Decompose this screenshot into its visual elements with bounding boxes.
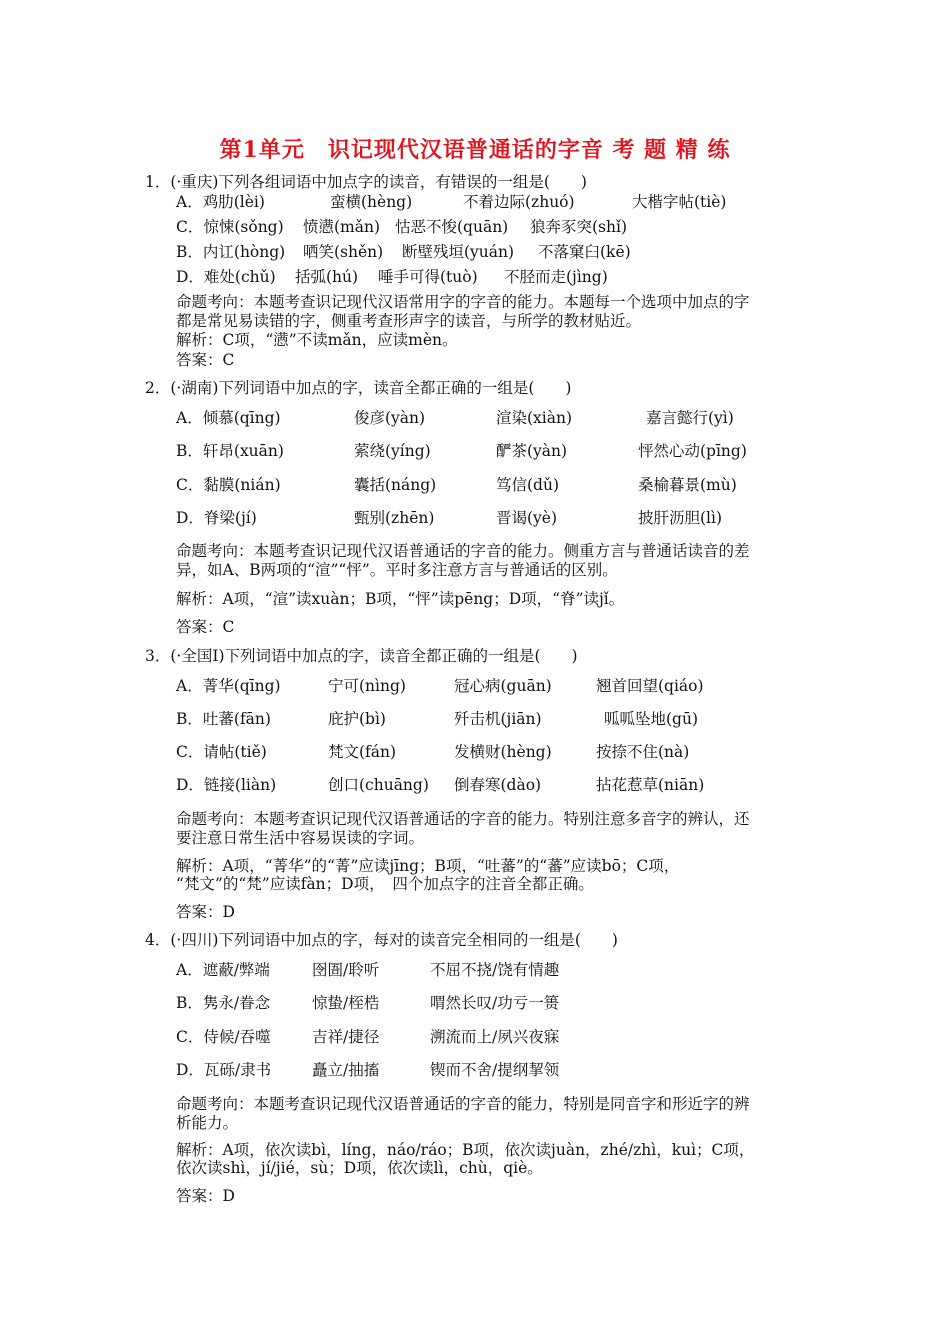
- q4-option-c-1: C．侍候/吞噬: [176, 1028, 271, 1046]
- q1-option-a-1: A．鸡肋(lèi): [176, 193, 265, 211]
- q4-option-b-3: 喟然长叹/功亏一篑: [430, 994, 560, 1012]
- q2-option-b-3: 酽茶(yàn): [496, 442, 568, 460]
- q1-option-c-2: 愤懑(mǎn): [303, 218, 381, 236]
- q1-analysis-line-2: 都是常见易读错的字，侧重考查形声字的读音，与所学的教材贴近。: [176, 312, 642, 330]
- q2-option-a-4: 嘉言懿行(yì): [646, 409, 734, 427]
- q3-option-a-3: 冠心病(guān): [454, 677, 552, 695]
- q3-option-b-4: 呱呱坠地(gū): [604, 710, 698, 728]
- q2-option-a-2: 俊彦(yàn): [354, 409, 426, 427]
- q1-option-d-2: 括弧(hú): [295, 268, 359, 286]
- q4-option-a-2: 囹圄/聆听: [312, 961, 380, 979]
- q1-option-d-1: D．难处(chǔ): [176, 268, 276, 286]
- q2-option-b-1: B．轩昂(xuān): [176, 442, 284, 460]
- q1-analysis-line-1: 命题考向：本题考查识记现代汉语常用字的字音的能力。本题每一个选项中加点的字: [176, 293, 750, 311]
- q2-analysis-line-2: 异，如A、B两项的“渲”“怦”。平时多注意方言与普通话的区别。: [176, 561, 618, 579]
- q4-option-d-1: D．瓦砾/隶书: [176, 1061, 272, 1079]
- q3-option-d-2: 创口(chuāng): [328, 776, 429, 794]
- q4-option-a-3: 不屈不挠/饶有情趣: [430, 961, 560, 979]
- question-1-stem: 1．(·重庆)下列各组词语中加点字的读音，有错误的一组是( ): [145, 173, 587, 191]
- q1-option-a-3: 不着边际(zhuó): [463, 193, 575, 211]
- q2-option-a-3: 渲染(xiàn): [496, 409, 573, 427]
- q1-option-b-4: 不落窠臼(kē): [538, 243, 631, 261]
- question-3-stem: 3．(·全国Ⅰ)下列词语中加点的字，读音全都正确的一组是( ): [145, 647, 578, 665]
- q3-option-c-4: 按捺不住(nà): [596, 743, 690, 761]
- q4-option-d-2: 矗立/抽搐: [312, 1061, 380, 1079]
- q4-option-c-3: 溯流而上/夙兴夜寐: [430, 1028, 560, 1046]
- q4-option-c-2: 吉祥/捷径: [312, 1028, 380, 1046]
- q1-option-c-4: 狼奔豕突(shǐ): [530, 218, 627, 236]
- q1-option-b-2: 哂笑(shěn): [303, 243, 384, 261]
- q4-explanation-line-2: 依次读shì，jí/jié，sù；D项，依次读lì，chù，qiè。: [176, 1159, 543, 1177]
- q2-option-a-1: A．倾慕(qīng): [176, 409, 281, 427]
- question-4-stem: 4．(·四川)下列词语中加点的字，每对的读音完全相同的一组是( ): [145, 931, 618, 949]
- q1-option-a-2: 蛮横(hèng): [330, 193, 413, 211]
- q3-option-b-1: B．吐蕃(fān): [176, 710, 271, 728]
- q1-option-d-4: 不胫而走(jìng): [504, 268, 608, 286]
- q1-option-b-3: 断壁残垣(yuán): [402, 243, 515, 261]
- q2-option-d-3: 晋谒(yè): [496, 509, 558, 527]
- q3-answer: 答案：D: [176, 903, 235, 921]
- q1-option-d-3: 唾手可得(tuò): [378, 268, 478, 286]
- q1-explanation: 解析：C项，“懑”不读mǎn，应读mèn。: [176, 331, 458, 349]
- q1-option-c-1: C．惊悚(sǒng): [176, 218, 284, 236]
- q2-option-c-2: 囊括(náng): [354, 476, 437, 494]
- q3-option-d-3: 倒春寒(dào): [454, 776, 542, 794]
- page-title: 第1单元 识记现代汉语普通话的字音 考 题 精 练: [219, 137, 731, 163]
- q3-option-b-2: 庇护(bì): [328, 710, 386, 728]
- q2-option-c-1: C．黏膜(nián): [176, 476, 281, 494]
- q2-option-b-4: 怦然心动(pīng): [638, 442, 747, 460]
- q3-option-d-1: D．链接(liàn): [176, 776, 277, 794]
- q4-explanation-line-1: 解析：A项，依次读bì，líng，náo/ráo；B项，依次读juàn，zhé/zhì，kuì；C项，: [176, 1141, 755, 1159]
- q4-analysis-line-1: 命题考向：本题考查识记现代汉语普通话的字音的能力，特别是同音字和形近字的辨: [176, 1095, 750, 1113]
- q2-option-b-2: 萦绕(yíng): [354, 442, 431, 460]
- q2-option-d-2: 甄别(zhēn): [354, 509, 435, 527]
- q4-option-b-2: 惊蛰/桎梏: [312, 994, 380, 1012]
- q4-option-d-3: 锲而不舍/提纲挈领: [430, 1061, 560, 1079]
- q2-analysis-line-1: 命题考向：本题考查识记现代汉语普通话的字音的能力。侧重方言与普通话读音的差: [176, 542, 750, 560]
- q1-answer: 答案：C: [176, 351, 235, 369]
- q3-option-d-4: 拈花惹草(niān): [596, 776, 705, 794]
- question-2-stem: 2．(·湖南)下列词语中加点的字，读音全都正确的一组是( ): [145, 379, 572, 397]
- q3-option-c-2: 梵文(fán): [328, 743, 397, 761]
- q3-option-a-4: 翘首回望(qiáo): [596, 677, 704, 695]
- q3-option-b-3: 歼击机(jiān): [454, 710, 542, 728]
- q1-option-b-1: B．内讧(hòng): [176, 243, 286, 261]
- q4-answer: 答案：D: [176, 1187, 235, 1205]
- q2-answer: 答案：C: [176, 618, 235, 636]
- q3-option-c-1: C．请帖(tiě): [176, 743, 267, 761]
- q4-option-a-1: A．遮蔽/弊端: [176, 961, 270, 979]
- q1-option-a-4: 大楷字帖(tiè): [632, 193, 727, 211]
- q3-option-c-3: 发横财(hèng): [454, 743, 552, 761]
- q3-analysis-line-2: 要注意日常生活中容易误读的字词。: [176, 829, 425, 847]
- q4-analysis-line-2: 析能力。: [176, 1114, 239, 1132]
- q2-option-d-4: 披肝沥胆(lì): [638, 509, 723, 527]
- q2-option-c-4: 桑榆暮景(mù): [638, 476, 737, 494]
- q2-option-d-1: D．脊梁(jí): [176, 509, 257, 527]
- q3-explanation-line-2: “梵文”的“梵”应读fàn；D项， 四个加点字的注音全都正确。: [176, 875, 594, 893]
- q3-analysis-line-1: 命题考向：本题考查识记现代汉语普通话的字音的能力。特别注意多音字的辨认，还: [176, 810, 750, 828]
- q2-option-c-3: 笃信(dǔ): [496, 476, 559, 494]
- q4-option-b-1: B．隽永/眷念: [176, 994, 271, 1012]
- q1-option-c-3: 怙恶不悛(quān): [395, 218, 509, 236]
- q3-explanation-line-1: 解析：A项，“菁华”的“菁”应读jīng；B项，“吐蕃”的“蕃”应读bō；C项，: [176, 857, 680, 875]
- q3-option-a-1: A．菁华(qīng): [176, 677, 281, 695]
- q2-explanation: 解析：A项，“渲”读xuàn；B项，“怦”读pēng；D项，“脊”读jǐ。: [176, 590, 625, 608]
- q3-option-a-2: 宁可(nìng): [328, 677, 406, 695]
